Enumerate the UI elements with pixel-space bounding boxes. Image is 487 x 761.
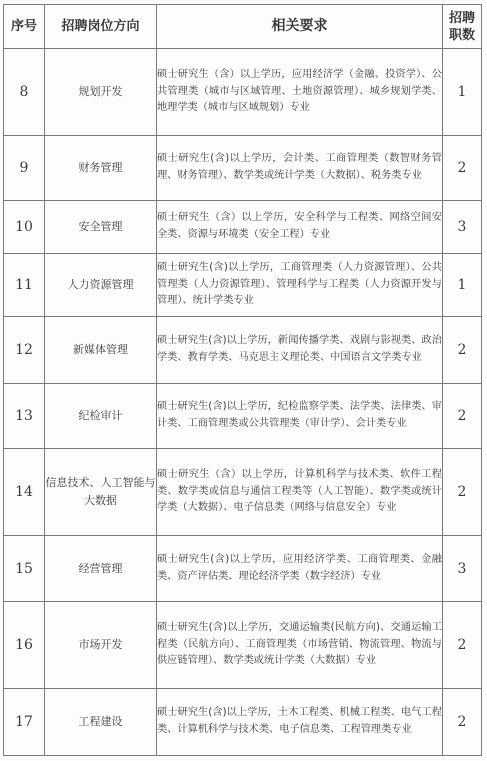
table-row: [4, 536, 482, 602]
row-direction: 信息技术、人工智能与大数据: [45, 449, 157, 536]
table-row: [4, 254, 482, 317]
row-direction: 规划开发: [45, 49, 157, 136]
recruitment-table: [3, 4, 482, 756]
header-count-line1: 招聘: [448, 10, 475, 26]
row-requirements: 硕士研究生(含)以上学历，交通运输类(民航方向)、交通运输工程类（民航方向）、工商管理类（市场营销、物流管理、物流与供应链管理）、数学类或统计学类（大数据）专业: [157, 602, 443, 689]
table-row: [4, 317, 482, 384]
header-requirements: 相关要求: [157, 5, 443, 49]
table-row: [4, 602, 482, 689]
row-requirements: 硕士研究生（含）以上学历，安全科学与工程类、网络空间安全类、资源与环境类（安全工程）专业: [157, 201, 443, 254]
row-seq: 9: [4, 136, 45, 201]
table-row: [4, 49, 482, 136]
row-requirements: 硕士研究生(含)以上学历，工商管理类（人力资源管理）、公共管理类（人力资源管理）、管理科学与工程类（人力资源开发与管理）、统计学类专业: [157, 254, 443, 317]
row-seq: 13: [4, 384, 45, 449]
table-row: [4, 201, 482, 254]
row-requirements: 硕士研究生(含)以上学历，新闻传播学类、戏剧与影视类、政治学类、教育学类、马克思主义理论类、中国语言文学类专业: [157, 317, 443, 384]
header-direction: 招聘岗位方向: [45, 5, 157, 49]
header-seq: 序号: [4, 5, 45, 49]
row-direction: 工程建设: [45, 689, 157, 756]
row-count: 2: [443, 317, 482, 384]
table-row: [4, 689, 482, 756]
row-seq: 17: [4, 689, 45, 756]
header-count: [443, 5, 482, 49]
row-requirements: 硕士研究生(含)以上学历，纪检监察学类、法学类、法律类、审计类、工商管理类或公共管理类（审计学）、会计类专业: [157, 384, 443, 449]
row-count: 2: [443, 602, 482, 689]
row-count: 2: [443, 689, 482, 756]
row-count: 2: [443, 384, 482, 449]
row-count: 3: [443, 201, 482, 254]
row-direction: 市场开发: [45, 602, 157, 689]
row-count: 1: [443, 254, 482, 317]
row-direction: 经营管理: [45, 536, 157, 602]
row-requirements: 硕士研究生（含）以上学历，应用经济学（金融、投资学）、公共管理类（城市与区域管理、土地资源管理）、城乡规划学类、地理学类（城市与区域规划）专业: [157, 49, 443, 136]
row-direction: 财务管理: [45, 136, 157, 201]
row-requirements: 硕士研究生(含)以上学历，土木工程类、机械工程类、电气工程类、计算机科学与技术类、电子信息类、工程管理类专业: [157, 689, 443, 756]
row-requirements: 硕士研究生(含)以上学历，应用经济学类、工商管理类、金融类、资产评估类、理论经济学类（数字经济）专业: [157, 536, 443, 602]
row-seq: 12: [4, 317, 45, 384]
row-count: 2: [443, 136, 482, 201]
row-requirements: 硕士研究生(含)以上学历，会计类、工商管理类（数智财务管理、财务管理）、数学类或统计学类（大数据）、税务类专业: [157, 136, 443, 201]
row-requirements: 硕士研究生（含）以上学历，计算机科学与技术类、软件工程类、数学类或信息与通信工程类等（人工智能）、数学类或统计学类（大数据）、电子信息类（网络与信息安全）专业: [157, 449, 443, 536]
row-direction: 新媒体管理: [45, 317, 157, 384]
table-row: [4, 136, 482, 201]
row-count: 1: [443, 49, 482, 136]
row-seq: 10: [4, 201, 45, 254]
row-seq: 15: [4, 536, 45, 602]
row-direction: 人力资源管理: [45, 254, 157, 317]
row-count: 2: [443, 449, 482, 536]
table-row: [4, 449, 482, 536]
row-count: 3: [443, 536, 482, 602]
table-row: [4, 384, 482, 449]
row-direction: 安全管理: [45, 201, 157, 254]
row-seq: 11: [4, 254, 45, 317]
header-count-line2: 职数: [448, 27, 475, 43]
row-seq: 14: [4, 449, 45, 536]
row-seq: 8: [4, 49, 45, 136]
row-direction: 纪检审计: [45, 384, 157, 449]
table-header-row: [4, 5, 482, 49]
row-seq: 16: [4, 602, 45, 689]
